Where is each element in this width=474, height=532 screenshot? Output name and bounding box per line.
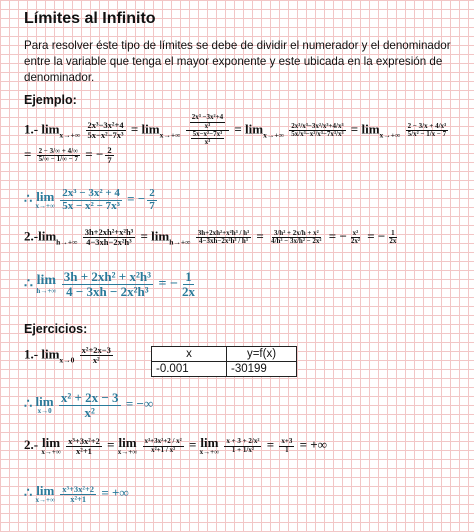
example-1-step-3: $\frac{\text{2 − 3/x + 4/x³}}{\text{5/x² − 1/x − 7}}$ bbox=[407, 121, 447, 138]
exercise-1-equation: 1.- $\lim_{x\to 0}$ $\frac{\text{x²+2x−3}}{\text{x²}}$ bbox=[24, 345, 111, 365]
table-header-fx: y=f(x) bbox=[227, 347, 297, 362]
exercise-1-label: 1.- bbox=[24, 346, 42, 362]
example-2-step-2: $\frac{\text{3/h² + 2x/h + x²}}{\text{4/h³ − 3x/h² − 2x²}}$ bbox=[271, 228, 322, 245]
exercise-2-fraction: $\frac{\text{x³+3x²+2}}{\text{x²+1}}$ bbox=[68, 435, 100, 456]
exercise-1-answer: ∴ lim x→0 $\frac{\text{x² + 2x − 3}}{\text{x²}}$ = −∞ bbox=[24, 390, 154, 420]
table-row bbox=[152, 362, 297, 377]
example-1-evaluation: = $\frac{2 - 3/\infty + 4/\infty}{5/\infty - 1/\infty - 7}$ = − $\frac{2}{7}$ bbox=[24, 145, 112, 165]
example-2-fraction: $\frac{\text{3h+2xh²+x²h³}}{\text{4−3xh−2x²h³}}$ bbox=[84, 227, 134, 247]
exercise-2-answer: ∴ lim x→+∞ $\frac{\text{x³+3x²+2}}{\text{x²+1}}$ = +∞ bbox=[24, 483, 129, 504]
example-2-step-1: $\frac{\text{3h+2xh²+x²h³ / h³}}{\text{4−3xh−2x²h³ / h³}}$ bbox=[197, 228, 250, 245]
example-1-result: $\frac{2}{7}$ bbox=[107, 145, 112, 165]
example-1-answer-result: $\frac{2}{7}$ bbox=[149, 187, 155, 212]
example-2-equation: $2.-\lim_{h\to+\infty}$ $\frac{\text{3h+2xh²+x²h³}}{\text{4−3xh−2x²h³}}$ = $\lim_{h\to+\infty}$ $\frac{\text{3h+2xh²+x²h³ / h³}}{\text{4−3xh−2x²h³ / h³}}$ = $\frac{\text{3/h² + 2x/h + x²}}{\text{4/h³ − 3x/h² − 2x²}}$ = − $\frac{\text{x²}}{\text{2x²}}$ = − $\frac{1}{2x}$ bbox=[24, 227, 397, 247]
exercise-2-step-3: $\frac{x+3}{1}$ bbox=[281, 437, 293, 454]
page-title: Límites al Infinito bbox=[24, 10, 156, 27]
example-heading: Ejemplo: bbox=[24, 93, 77, 107]
exercise-2-step-1: $\frac{\text{x³+3x²+2 / x²}}{\text{x²+1 / x²}}$ bbox=[144, 437, 182, 454]
example-1-step-2: $\frac{\text{2x³/x³−3x²/x³+4/x³}}{\text{5x/x³−x²/x³−7x³/x³}}$ bbox=[291, 121, 344, 138]
example-2-answer: ∴ lim h→+∞ $\frac{\text{3h + 2xh² + x²h³}}{\text{4 − 3xh − 2x²h³}}$ = − $\frac{1}{2x}$ bbox=[24, 269, 195, 299]
exercise-2-equation: 2.- lim x→+∞ $\frac{\text{x³+3x²+2}}{\text{x²+1}}$ = lim x→+∞ $\frac{\text{x³+3x²+2 / x²}}{\text{x²+1 / x²}}$ = lim x→+∞ $\frac{\text{x + 3 + 2/x²}}{\text{1 + 1/x²}}$ = $\frac{x+3}{1}$ = +∞ bbox=[24, 435, 327, 456]
exercise-1-result: = −∞ bbox=[125, 396, 154, 412]
exercise-2-step-2: $\frac{\text{x + 3 + 2/x²}}{\text{1 + 1/x²}}$ bbox=[226, 437, 260, 454]
exercise-2-label: 2.- bbox=[24, 436, 42, 452]
exercise-1-value-table bbox=[151, 346, 297, 377]
exercise-2-answer-fraction: $\frac{\text{x³+3x²+2}}{\text{x²+1}}$ bbox=[62, 483, 95, 504]
example-1-equation: 1.- $\lim_{x\to+\infty}$ $\frac{\text{2x³−3x²+4}}{\text{5x−x²−7x³}}$ = $\lim_{x\to+\infty}$ $\frac{\frac{\text{2x³ −3x²+4}}{\text{x³}}}{\frac{\text{5x−x²−7x³}}{\text{x³}}}$ = $\lim_{x\to+\infty}$ $\frac{\text{2x³/x³−3x²/x³+4/x³}}{\text{5x/x³−x²/x³−7x³/x³}}$ = $\lim_{x\to+\infty}$ $\frac{\text{2 − 3/x + 4/x³}}{\text{5/x² − 1/x − 7}}$ bbox=[24, 113, 447, 147]
example-1-answer-fraction: $\frac{\text{2x³ − 3x² + 4}}{\text{5x − x² − 7x³}}$ bbox=[62, 187, 120, 212]
table-header-x: x bbox=[152, 347, 227, 362]
example-1-answer: ∴ lim x→+∞ $\frac{\text{2x³ − 3x² + 4}}{\text{5x − x² − 7x³}}$ = − $\frac{2}{7}$ bbox=[24, 187, 155, 212]
example-2-label: 2.- bbox=[24, 228, 39, 244]
table-cell-fx: -30199 bbox=[227, 362, 297, 377]
intro-paragraph: Para resolver éste tipo de límites se debe de dividir el numerador y el denominador entre la variable que tenga el mayor exponente y este ubicada en la expresión de denominador. bbox=[24, 39, 451, 84]
example-2-answer-fraction: $\frac{\text{3h + 2xh² + x²h³}}{\text{4 − 3xh − 2x²h³}}$ bbox=[63, 269, 151, 299]
example-2-step-3: $\frac{\text{x²}}{\text{2x²}}$ bbox=[350, 228, 360, 245]
example-1-infinity-fraction: $\frac{2 - 3/\infty + 4/\infty}{5/\infty - 1/\infty - 7}$ bbox=[38, 146, 79, 163]
exercises-heading: Ejercicios: bbox=[24, 322, 88, 336]
exercise-1-fraction: $\frac{\text{x²+2x−3}}{\text{x²}}$ bbox=[81, 345, 111, 365]
example-1-label: 1.- bbox=[24, 121, 42, 137]
table-cell-x: -0.001 bbox=[152, 362, 227, 377]
exercise-2-result: = +∞ bbox=[299, 436, 327, 452]
exercise-2-answer-result: = +∞ bbox=[101, 484, 129, 500]
example-1-fraction: $\frac{\text{2x³−3x²+4}}{\text{5x−x²−7x³}}$ bbox=[87, 119, 124, 140]
example-2-result: $\frac{1}{2x}$ bbox=[389, 228, 397, 245]
example-2-answer-result: $\frac{1}{2x}$ bbox=[181, 269, 195, 299]
example-1-step-1: $\frac{\frac{\text{2x³ −3x²+4}}{\text{x³}}}{\frac{\text{5x−x²−7x³}}{\text{x³}}}$ bbox=[186, 114, 229, 147]
exercise-1-answer-fraction: $\frac{\text{x² + 2x − 3}}{\text{x²}}$ bbox=[60, 390, 119, 420]
